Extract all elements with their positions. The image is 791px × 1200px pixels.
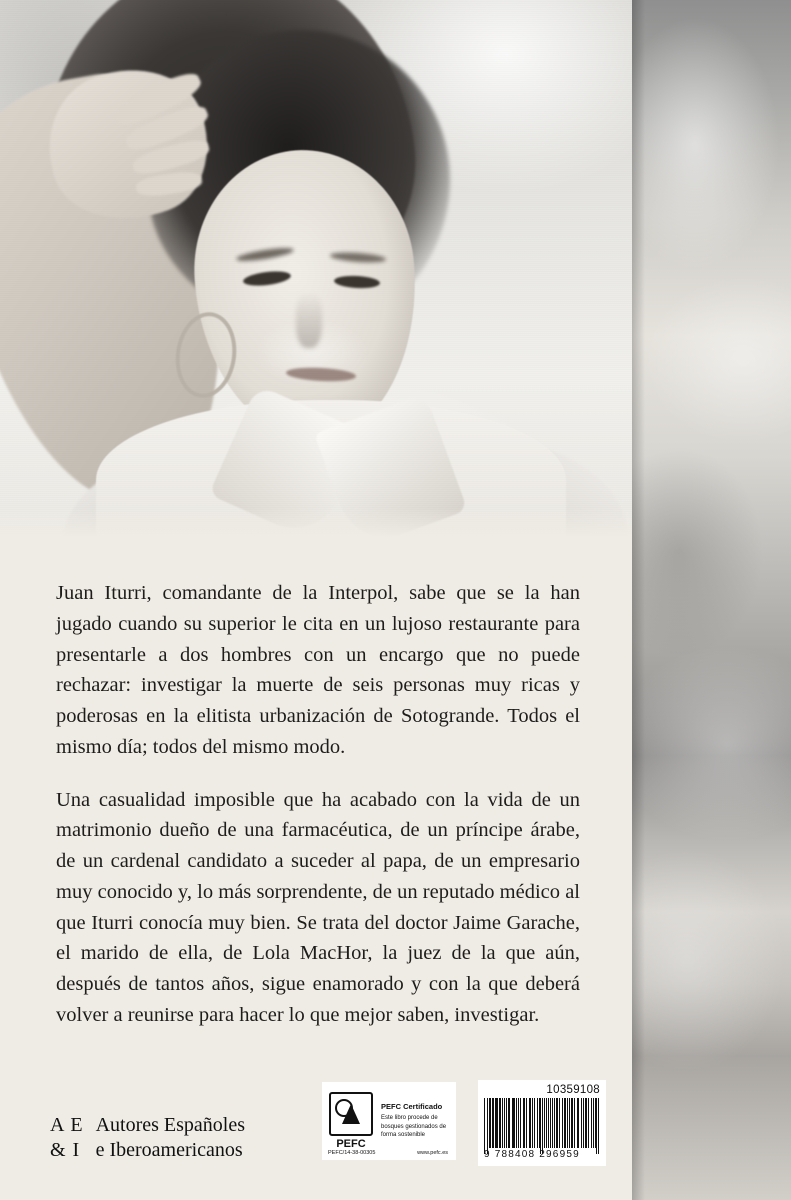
- publisher-name-line-1: Autores Españoles: [95, 1114, 245, 1137]
- internal-code: 10359108: [546, 1084, 600, 1096]
- pefc-ring-icon: [335, 1099, 353, 1117]
- portrait-bottom-fade: [0, 508, 632, 538]
- pefc-title: PEFC Certificado: [381, 1101, 443, 1111]
- spine-sky-panel: [631, 0, 791, 1200]
- back-cover-blurb: [56, 578, 580, 1031]
- blurb-paragraph-2: Una casualidad imposible que ha acabado con la vida de un matrimonio dueño de una farmacéutica, de un príncipe árabe, de un cardenal candidato a suceder al papa, de un empresario muy conocido y, lo más sorprendente, de un reputado médico al que Iturri conocía muy bien. Se trata del doctor Jaime Garache, el marido de ella, de Lola MacHor, la juez de la que aún, después de tantos años, sigue enamorado y con la que deberá volver a reunirse para hacer lo que mejor saben, investigar.: [56, 788, 580, 1026]
- blurb-paragraph-1: Juan Iturri, comandante de la Interpol, sabe que se la han jugado cuando su superior le cita en un lujoso restaurante para presentarle a dos hombres con un encargo que no puede rechazar: investigar la muerte de seis personas muy ricas y poderosas en la elitista urbanización de Sotogrande. Todos el mismo día; todos del mismo modo.: [56, 582, 580, 758]
- back-cover-footer: [0, 1040, 632, 1200]
- publisher-monogram-line-1: A E: [50, 1114, 84, 1137]
- pefc-certification-badge: [322, 1082, 456, 1160]
- barcode-digits: 9 788408 296959: [484, 1149, 580, 1160]
- pefc-label: PEFC: [336, 1138, 366, 1150]
- pefc-text-block: [376, 1086, 452, 1156]
- isbn-barcode: [478, 1080, 606, 1166]
- portrait-film-grain: [0, 0, 632, 538]
- pefc-url: www.pefc.es: [417, 1150, 448, 1156]
- pefc-body: Este libro procede de bosques gestionados de forma sostenible: [381, 1114, 447, 1139]
- pefc-logo: [326, 1086, 376, 1156]
- spine-cloud-texture: [631, 0, 791, 1200]
- pefc-tree-icon: [329, 1092, 373, 1136]
- publisher-name: [96, 1113, 245, 1162]
- publisher-name-line-2: e Iberoamericanos: [95, 1138, 243, 1161]
- author-portrait-photo: [0, 0, 632, 538]
- publisher-monogram: [50, 1113, 84, 1162]
- publisher-monogram-line-2: & I: [50, 1138, 81, 1161]
- spine-fold-shadow: [631, 0, 645, 1200]
- pefc-code: PEFC/14-38-00305: [328, 1150, 376, 1156]
- barcode-bars: [484, 1098, 600, 1148]
- publisher-logo: [50, 1113, 245, 1162]
